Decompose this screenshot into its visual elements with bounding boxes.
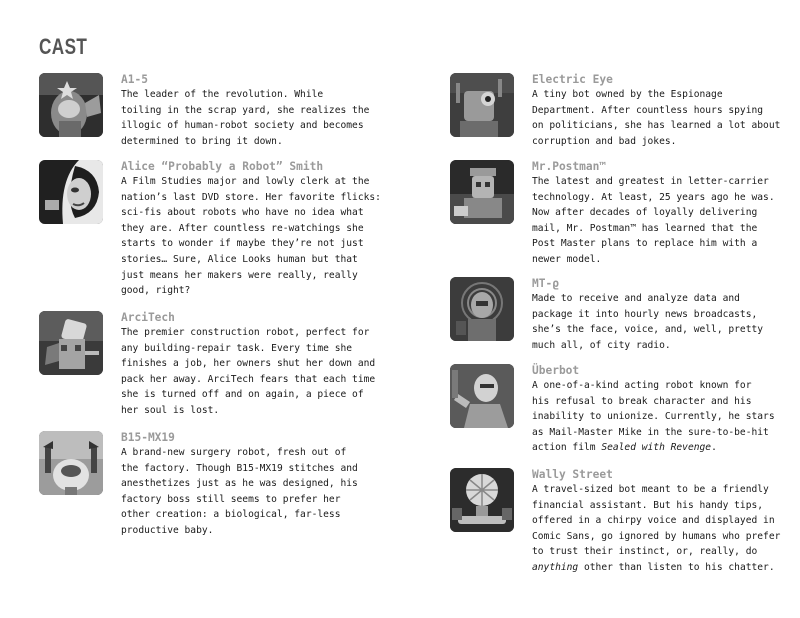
cast-entry-mr-postman: [450, 159, 780, 276]
cast-column-left: [39, 72, 381, 539]
cast-description: The premier construction robot, perfect for any building-repair task. Every time she finishes a job, her owners shut her down and pack her away. ArciTech fears that each time she is turned off and on again, a piece of her soul is lost.: [121, 327, 376, 416]
cast-entry-wally-street: [450, 467, 780, 576]
wally-street-portrait: [450, 468, 514, 532]
cast-column-right: [450, 72, 780, 576]
arcitech-portrait: [39, 311, 103, 375]
cast-entry-mt-rho: [450, 276, 780, 363]
page-title: CAST: [39, 34, 88, 59]
cast-name: Electric Eye: [532, 73, 613, 86]
b15-mx19-portrait: [39, 431, 103, 495]
cast-name: Überbot: [532, 364, 580, 377]
cast-description: A travel-sized bot meant to be a friendly financial assistant. But his handy tips, offered in a chirpy voice and displayed in Comic Sans, go ignored by humans who prefer to trust their instinct, or, really, do anything other than listen to his chatter.: [532, 484, 781, 573]
alice-portrait: [39, 160, 103, 224]
cast-description: Made to receive and analyze data and package it into hourly news broadcasts, she’s the face, voice, and, well, pretty much all, of city radio.: [532, 293, 764, 351]
cast-name: ArciTech: [121, 311, 175, 324]
cast-name: Alice “Probably a Robot” Smith: [121, 160, 324, 173]
mt-rho-portrait: [450, 277, 514, 341]
cast-entry-a1-5: [39, 72, 369, 159]
cast-description: A brand-new surgery robot, fresh out of the factory. Though B15-MX19 stitches and anesthetizes just as he was designed, his factory boss still seems to prefer her other creation: a biological, far-less productive baby.: [121, 447, 358, 536]
cast-name: Mr.Postman™: [532, 160, 607, 173]
cast-entry-arcitech: [39, 310, 376, 430]
cast-name: Wally Street: [532, 468, 613, 481]
cast-name: MT-ϱ: [532, 277, 559, 290]
cast-entry-alice: [39, 159, 381, 310]
uberbot-portrait: [450, 364, 514, 428]
mr-postman-portrait: [450, 160, 514, 224]
cast-entry-b15-mx19: [39, 430, 369, 539]
cast-description: The leader of the revolution. While toiling in the scrap yard, she realizes the illogic of human-robot society and becomes determined to bring it down.: [121, 89, 370, 147]
cast-name: A1-5: [121, 73, 148, 86]
cast-description: A tiny bot owned by the Espionage Department. After countless hours spying on politicians, she has learned a lot about corruption and bad jokes.: [532, 89, 781, 147]
cast-description: A one-of-a-kind acting robot known for his refusal to break character and his inability to unionize. Currently, he stars as Mail-Master Mike in the sure-to-be-hit action film Sealed with Revenge.: [532, 380, 775, 454]
cast-description: The latest and greatest in letter-carrier technology. At least, 25 years ago he was. Now after decades of loyally delivering mail, Mr. Postman™ has learned that the Post Master plans to replace him with a newer model.: [532, 176, 775, 265]
electric-eye-portrait: [450, 73, 514, 137]
a1-5-portrait: [39, 73, 103, 137]
cast-name: B15-MX19: [121, 431, 175, 444]
cast-entry-electric-eye: [450, 72, 780, 159]
cast-description: A Film Studies major and lowly clerk at the nation’s last DVD store. Her favorite flicks: sci-fis about robots who have no idea what they are. After countless re-watchings she starts to wonder if maybe they’re not just stories… Sure, Alice Looks human but that just means her makers were really, really good, right?: [121, 176, 381, 297]
cast-entry-uberbot: [450, 363, 780, 467]
